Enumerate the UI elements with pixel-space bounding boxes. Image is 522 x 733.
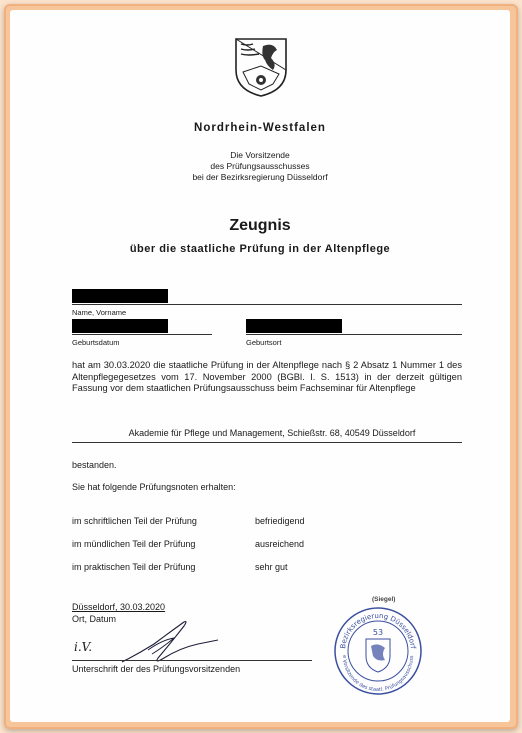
grade-value-written: befriedigend: [255, 516, 305, 526]
iv-mark: i.V.: [74, 640, 93, 654]
birthplace-label: Geburtsort: [246, 338, 282, 347]
chair-line-2: des Prüfungsausschusses: [210, 161, 310, 171]
committee-chair: [10, 150, 510, 183]
chair-line-1: Die Vorsitzende: [230, 150, 290, 160]
place-date-label: Ort, Datum: [72, 614, 117, 624]
seal-ring-top: Bezirksregierung Düsseldorf: [339, 611, 417, 650]
document-title: Zeugnis: [229, 217, 291, 234]
birthdate-line: [72, 334, 212, 335]
name-label: Name, Vorname: [72, 308, 127, 317]
chair-line-3: bei der Bezirksregierung Düsseldorf: [192, 172, 328, 182]
exam-statement: hat am 30.03.2020 die staatliche Prüfung in der Altenpflege nach § 2 Absatz 1 Nummer 1 des Altenpflegegesetzes vom 17. November 2000 (BGBl. I. S. 1513) in der derzeit gültigen Fassung vor dem staatlichen Prüfungsausschuss beim Fachseminar für Altenpflege: [72, 360, 462, 393]
grade-part-practical: im praktischen Teil der Prüfung: [72, 562, 196, 572]
grades-intro: Sie hat folgende Prüfungsnoten erhalten:: [72, 482, 236, 492]
birthplace-line: [246, 334, 462, 335]
state-name: Nordrhein-Westfalen: [194, 122, 326, 134]
redacted-birthdate: [72, 319, 168, 333]
nrw-coat-of-arms-icon: [233, 36, 289, 98]
name-line: [72, 304, 462, 305]
official-seal-icon: [333, 606, 423, 696]
redacted-name: [72, 289, 168, 303]
grade-value-oral: ausreichend: [255, 539, 305, 549]
grade-part-oral: im mündlichen Teil der Prüfung: [72, 539, 196, 549]
birthdate-label: Geburtsdatum: [72, 338, 120, 347]
grade-value-practical: sehr gut: [255, 562, 288, 572]
seal-number: 53: [372, 628, 384, 637]
seal-ring-bottom: e Vorsitzende des staatl. Prüfungsausschuss: [340, 655, 416, 694]
place-date: Düsseldorf, 30.03.2020: [72, 602, 166, 612]
passed-text: bestanden.: [72, 460, 117, 470]
document-subtitle: über die staatliche Prüfung in der Altenpflege: [129, 243, 391, 255]
certificate-page: [10, 10, 510, 722]
academy-name: Akademie für Pflege und Management, Schießstr. 68, 40549 Düsseldorf: [128, 428, 416, 438]
academy-line: [72, 442, 462, 443]
signature-line: [72, 660, 312, 661]
redacted-birthplace: [246, 319, 342, 333]
grade-part-written: im schriftlichen Teil der Prüfung: [72, 516, 197, 526]
signature-label: Unterschrift der des Prüfungsvorsitzenden: [72, 664, 241, 674]
seal-label: (Siegel): [372, 596, 396, 603]
